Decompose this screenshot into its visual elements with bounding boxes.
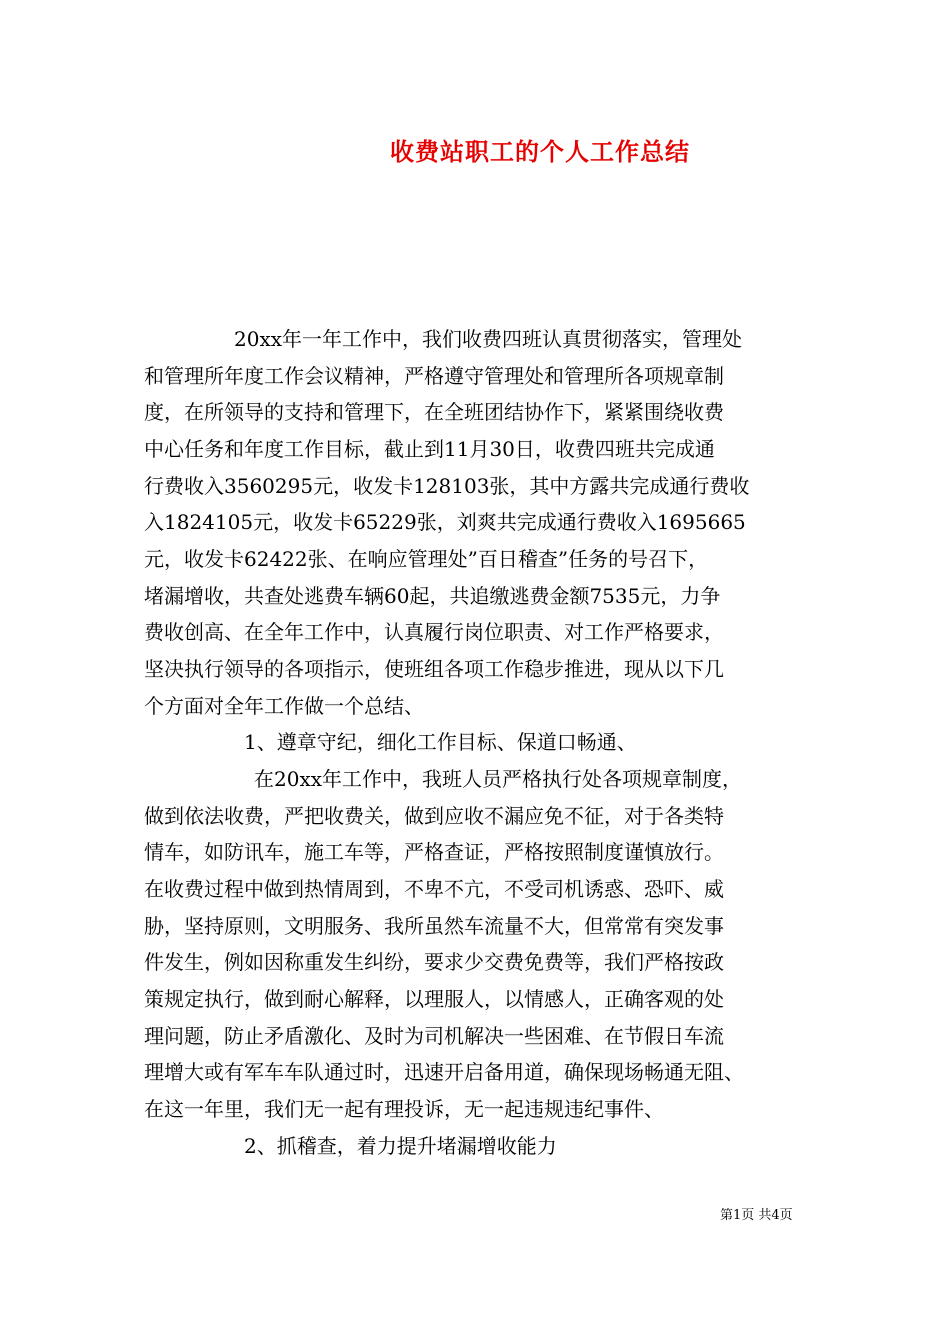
paragraph-line: 入1824105元，收发卡65229张，刘爽共完成通行费收入1695665 xyxy=(144,510,746,534)
page-footer: 第1页 共4页 xyxy=(720,1208,793,1223)
page-title: 收费站职工的个人工作总结 xyxy=(390,137,690,166)
paragraph-line: 和管理所年度工作会议精神，严格遵守管理处和管理所各项规章制 xyxy=(144,364,724,388)
paragraph-line: 做到依法收费，严把收费关，做到应收不漏应免不征，对于各类特 xyxy=(144,804,724,828)
paragraph-line: 20xx年一年工作中，我们收费四班认真贯彻落实，管理处 xyxy=(234,327,743,351)
paragraph-line: 行费收入3560295元，收发卡128103张，其中方露共完成通行费收 xyxy=(144,474,750,498)
paragraph-line: 在这一年里，我们无一起有理投诉，无一起违规违纪事件、 xyxy=(144,1097,664,1121)
paragraph-line: 中心任务和年度工作目标，截止到11月30日，收费四班共完成通 xyxy=(144,437,715,461)
paragraph-line: 理增大或有军车车队通过时，迅速开启备用道，确保现场畅通无阻、 xyxy=(144,1060,744,1084)
paragraph-line: 在20xx年工作中，我班人员严格执行处各项规章制度， xyxy=(254,767,743,791)
paragraph-line: 策规定执行，做到耐心解释，以理服人，以情感人，正确客观的处 xyxy=(144,987,724,1011)
paragraph-line: 度，在所领导的支持和管理下，在全班团结协作下，紧紧围绕收费 xyxy=(144,400,724,424)
paragraph-line: 在收费过程中做到热情周到，不卑不亢，不受司机诱惑、恐吓、威 xyxy=(144,877,724,901)
paragraph-line: 理问题，防止矛盾激化、及时为司机解决一些困难、在节假日车流 xyxy=(144,1024,724,1048)
paragraph-line: 个方面对全年工作做一个总结、 xyxy=(144,694,424,718)
section-heading: 1、遵章守纪，细化工作目标、保道口畅通、 xyxy=(244,730,637,754)
paragraph-line: 件发生，例如因称重发生纠纷，要求少交费免费等，我们严格按政 xyxy=(144,950,724,974)
paragraph-line: 元，收发卡62422张、在响应管理处”百日稽查”任务的号召下， xyxy=(144,547,709,571)
paragraph-line: 堵漏增收，共查处逃费车辆60起，共追缴逃费金额7535元，力争 xyxy=(144,584,721,608)
section-heading: 2、抓稽查，着力提升堵漏增收能力 xyxy=(244,1134,557,1158)
paragraph-line: 胁，坚持原则，文明服务、我所虽然车流量不大，但常常有突发事 xyxy=(144,914,724,938)
paragraph-line: 费收创高、在全年工作中，认真履行岗位职责、对工作严格要求， xyxy=(144,620,724,644)
paragraph-line: 坚决执行领导的各项指示，使班组各项工作稳步推进，现从以下几 xyxy=(144,657,724,681)
paragraph-line: 情车，如防讯车，施工车等，严格查证，严格按照制度谨慎放行。 xyxy=(144,840,724,864)
